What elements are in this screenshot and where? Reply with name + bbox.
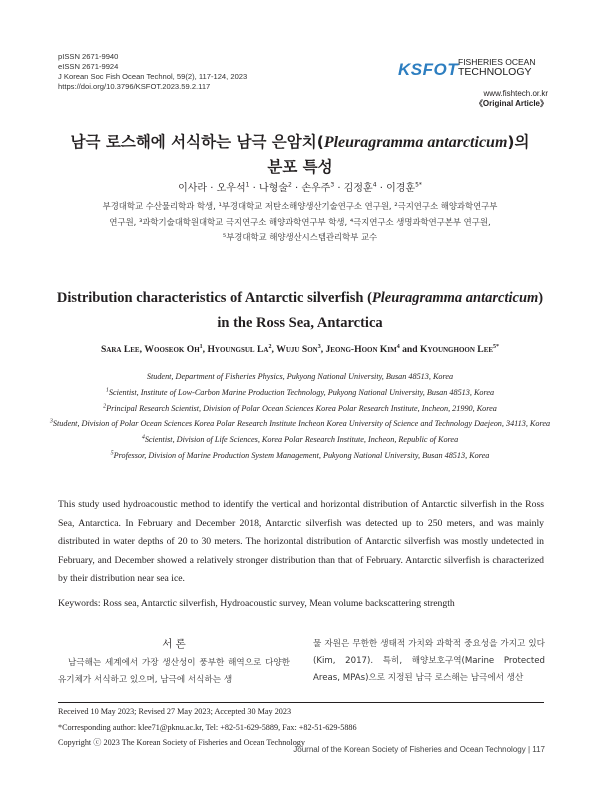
- affiliation-text: Student, Division of Polar Ocean Sciences Korea Polar Research Institute Incheon Korea University of Science and Technology Daejeon, 34113, Korea: [52, 419, 551, 429]
- affiliation-number: 3: [49, 418, 53, 425]
- author-separator: ·: [291, 183, 302, 194]
- affiliation-number: 5: [110, 450, 114, 457]
- author-separator: ,: [139, 344, 145, 355]
- intro-right-column: [313, 636, 545, 687]
- affiliation: [40, 385, 560, 401]
- keywords: Keywords: Ross sea, Antarctic silverfish, Hydroacoustic survey, Mean volume backscattering strength: [58, 598, 455, 609]
- english-affiliations: [40, 369, 560, 464]
- author-name: Jeong-Hoon Kim: [325, 344, 397, 355]
- affiliation: [40, 416, 560, 432]
- korean-authors: [40, 179, 560, 194]
- section-heading-intro: 서 론: [162, 638, 186, 650]
- author-name: 이경훈: [386, 183, 416, 194]
- website-link[interactable]: www.fishtech.or.kr: [483, 89, 548, 98]
- korean-title: 남극 로스해에 서식하는 남극 은암치(Pleuragramma antarcticum)의 분포 특성: [70, 133, 530, 176]
- citation: J Korean Soc Fish Ocean Technol, 59(2), 117-124, 2023: [58, 72, 248, 81]
- author-name: Wuju Son: [276, 344, 318, 355]
- journal-metadata: [58, 52, 247, 92]
- author-name: Sara Lee: [100, 344, 140, 355]
- intro-left-column: [58, 636, 290, 689]
- affiliation: [40, 432, 560, 448]
- author-superscript: 3: [317, 343, 321, 350]
- author-name: 나형술: [259, 183, 288, 194]
- author-separator: ·: [249, 183, 259, 194]
- author-name: 김정훈: [343, 183, 373, 194]
- article-type: 《Original Article》: [474, 99, 548, 108]
- author-separator: ,: [202, 344, 208, 355]
- author-name: Wooseok Oh: [144, 344, 200, 355]
- author-superscript: 2: [287, 181, 292, 189]
- author-separator: ·: [334, 183, 344, 194]
- logo-mark: KSFOT: [398, 60, 459, 79]
- author-superscript: 4: [396, 343, 400, 350]
- author-name: Hyoungsul La: [207, 344, 269, 355]
- journal-site: [424, 89, 548, 109]
- author-superscript: 5*: [415, 181, 422, 189]
- page-footer: Journal of the Korean Society of Fisheries and Ocean Technology | 117: [293, 745, 545, 754]
- affiliation-text: Scientist, Division of Life Sciences, Korea Polar Research Institute, Incheon, Republic of Korea: [144, 435, 459, 445]
- author-separator: ·: [207, 183, 217, 194]
- author-separator: ·: [376, 183, 387, 194]
- intro-paragraph-right: 물 자원은 무한한 생태적 가치와 과학적 중요성을 가지고 있다(Kim, 2017). 특히, 해양보호구역(Marine Protected Areas, MPAs)으로 지정된 남극 로스해는 남극에서 생산: [313, 639, 545, 683]
- ksfot-logo: [398, 56, 548, 84]
- eissn: eISSN 2671-9924: [58, 62, 119, 71]
- author-superscript: 2: [268, 343, 272, 350]
- logo-journal-name: FISHERIES OCEAN TECHNOLOGY: [458, 57, 536, 78]
- author-name: Kyounghoon Lee: [419, 344, 494, 355]
- affiliation-number: 1: [105, 387, 109, 394]
- author-superscript: 4: [372, 181, 377, 189]
- author-name: 손우주: [301, 183, 331, 194]
- korean-affiliations: 부경대학교 수산물리학과 학생, ¹부경대학교 저탄소해양생산기술연구소 연구원, ²극지연구소 해양과학연구부 연구원, ³과학기술대학원대학교 극지연구소 해양과학연구부 학생, ⁴극지연구소 생명과학연구본부 연구원, ⁵부경대학교 해양생산시스템관리학부 교수: [102, 201, 498, 242]
- author-superscript: 5*: [493, 343, 500, 350]
- affiliation-number: 4: [141, 434, 145, 441]
- affiliation: [40, 369, 560, 385]
- english-title: Distribution characteristics of Antarctic silverfish (Pleuragramma antarcticum) in the Ross Sea, Antarctica: [56, 290, 544, 331]
- doi-link[interactable]: https://doi.org/10.3796/KSFOT.2023.59.2.117: [58, 82, 211, 91]
- corresponding-author: *Corresponding author: klee71@pknu.ac.kr, Tel: +82-51-629-5889, Fax: +82-51-629-5886: [58, 722, 357, 732]
- author-name: 이사라: [178, 183, 208, 194]
- affiliation-text: Student, Department of Fisheries Physics, Pukyong National University, Busan 48513, Korea: [146, 372, 454, 381]
- received-dates: Received 10 May 2023; Revised 27 May 2023; Accepted 30 May 2023: [58, 707, 292, 716]
- author-conjunction: and: [399, 344, 420, 355]
- intro-paragraph-left: 남극해는 세계에서 가장 생산성이 풍부한 해역으로 다양한 유기체가 서식하고 있으며, 남극에 서식하는 생: [58, 658, 290, 685]
- copyright: Copyright ⓒ 2023 The Korean Society of Fisheries and Ocean Technology: [58, 738, 305, 747]
- author-superscript: 1: [245, 181, 250, 189]
- affiliation: [40, 448, 560, 464]
- pissn: pISSN 2671-9940: [58, 52, 119, 61]
- english-authors: [40, 344, 560, 355]
- author-superscript: 3: [330, 181, 335, 189]
- author-separator: ,: [320, 344, 326, 355]
- footnote-divider: [58, 702, 544, 703]
- author-separator: ,: [271, 344, 277, 355]
- author-superscript: 1: [199, 343, 203, 350]
- author-name: 오우석: [216, 183, 246, 194]
- affiliation-text: Scientist, Institute of Low-Carbon Marine Production Technology, Pukyong National University, Busan 48513, Korea: [108, 387, 495, 397]
- affiliation-number: 2: [103, 402, 107, 409]
- affiliation-text: Professor, Division of Marine Production System Management, Pukyong National University, Busan 48513, Korea: [113, 450, 490, 460]
- affiliation: [40, 401, 560, 417]
- footnotes: [58, 704, 548, 751]
- abstract: This study used hydroacoustic method to identify the vertical and horizontal distribution of Antarctic silverfish in the Ross Sea, Antarctica. In February and December 2018, Antarctic silverfish was detected up to 250 meters, and was mainly distributed in water depths of 20 to 30 meters. The horizontal distribution of Antarctic silverfish was mostly undetected in February, and December showed a relatively stronger distribution than that of February. Antarctic silverfish is characterized by their distribution near sea ice.: [58, 499, 544, 585]
- affiliation-text: Principal Research Scientist, Division of Polar Ocean Sciences Korea Polar Research Institute, Incheon, 21990, Korea: [106, 403, 497, 413]
